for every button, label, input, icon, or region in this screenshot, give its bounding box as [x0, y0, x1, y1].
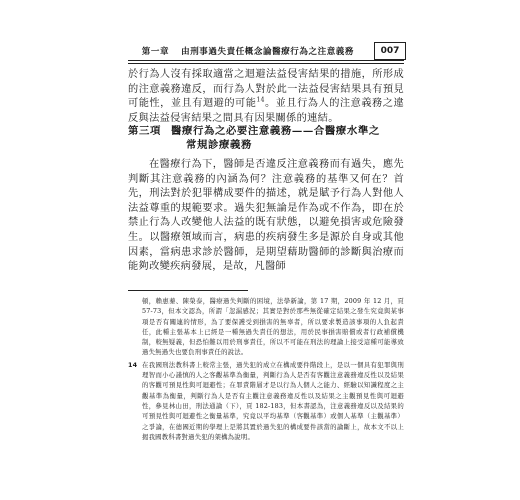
running-header	[128, 44, 400, 58]
section-heading	[128, 124, 404, 152]
chapter-title: 由刑事過失責任概念論醫療行為之注意義務	[181, 47, 354, 57]
paragraph-1-text-after: 。並且行為人的注意義務之違反與法益侵害結果之間具有因果關係的連結。	[128, 98, 404, 124]
footnote-14-text: 在我國刑法教科書上較常主張，過失犯的成立在構成要件階段上，是以一個具有犯罪與刑理智而小心謹慎的人之客觀基準為衡量，判斷行為人是否有客觀注意義務違反性以及結果的客觀可預見性與可迴避性；在罪責階層才是以行為人個人之能力、經驗以知識程度之主觀基準為衡量，判斷行為人是否有主觀注意義務違反性以及結果之主觀預見性與可迴避性，參見林山田，刑法通論（下），頁 182-183，但本書認為，注意義務違反以及結果的可預見性與可迴避性之衡量基準，究竟以平均基準（客觀基準）或個人基準（主觀基準）之爭論，在德國近期的學理上是將其置於過失犯的構成要件該當的論斷上，故本文不以上揭我國教科書對過失犯的架構為說明。	[142, 360, 404, 441]
header-rule-thin	[128, 63, 404, 64]
section-number: 第三項	[128, 125, 161, 137]
footnote-continued: 頓，賴惠蓁、陳榮泰，醫療過失判斷的困境，法學新論，第 17 期，2009 年 12 月，頁 57-73，但本文認為，所謂「忽漏感況；其實是對於那些無從確定結果之發生究竟與某事項是否有關連的情形，為了要保護受到損害的無辜者，所以要求製造該事項的人負起責任，此種主張基本上已經是一種無過失責任的想法，用於民事損害賠償或者行政補償機制，較無疑義，但恐怕難以用於刑事責任，所以不可能在刑法的理論上接受這種可能導致過失無過失也要負刑事責任的說法。	[142, 297, 404, 357]
paragraph-1-text: 於行為人沒有採取適當之迴避法益侵害結果的措施，所形成的注意義務違反，而行為人對於此一法益侵害結果具有預見可能性，並且有迴避的可能	[128, 69, 404, 110]
section-title-line2: 常規診療義務	[186, 139, 252, 151]
footnote-14-number: 14	[128, 360, 138, 369]
footnotes	[128, 296, 404, 442]
chapter-label: 第一章	[141, 47, 170, 57]
paragraph-1	[128, 68, 404, 126]
footnote-rule	[128, 290, 248, 291]
section-title-line1: 醫療行為之必要注意義務——合醫療水準之	[170, 125, 380, 137]
paragraph-2: 在醫療行為下，醫師是否違反注意義務而有過失，應先判斷其注意義務的內涵為何？注意義務的基準又何在？首先，刑法對於犯罪構成要件的描述，就是賦予行為人對他人法益尊重的規範要求。過失犯無論是作為或不作為，即在於禁止行為人改變他人法益的既有狀態，以避免損害或危險發生。以醫療領域而言，病患的疾病發生多是源於自身或其他因素，當病患求診於醫師，是期望藉助醫師的診斷與治療而能夠改變疾病發展，是故，凡醫師	[128, 159, 404, 273]
footnote-14	[128, 360, 404, 442]
footnote-ref-14: 14	[256, 96, 265, 104]
page-number: 007	[374, 42, 406, 60]
header-rule	[128, 60, 404, 61]
